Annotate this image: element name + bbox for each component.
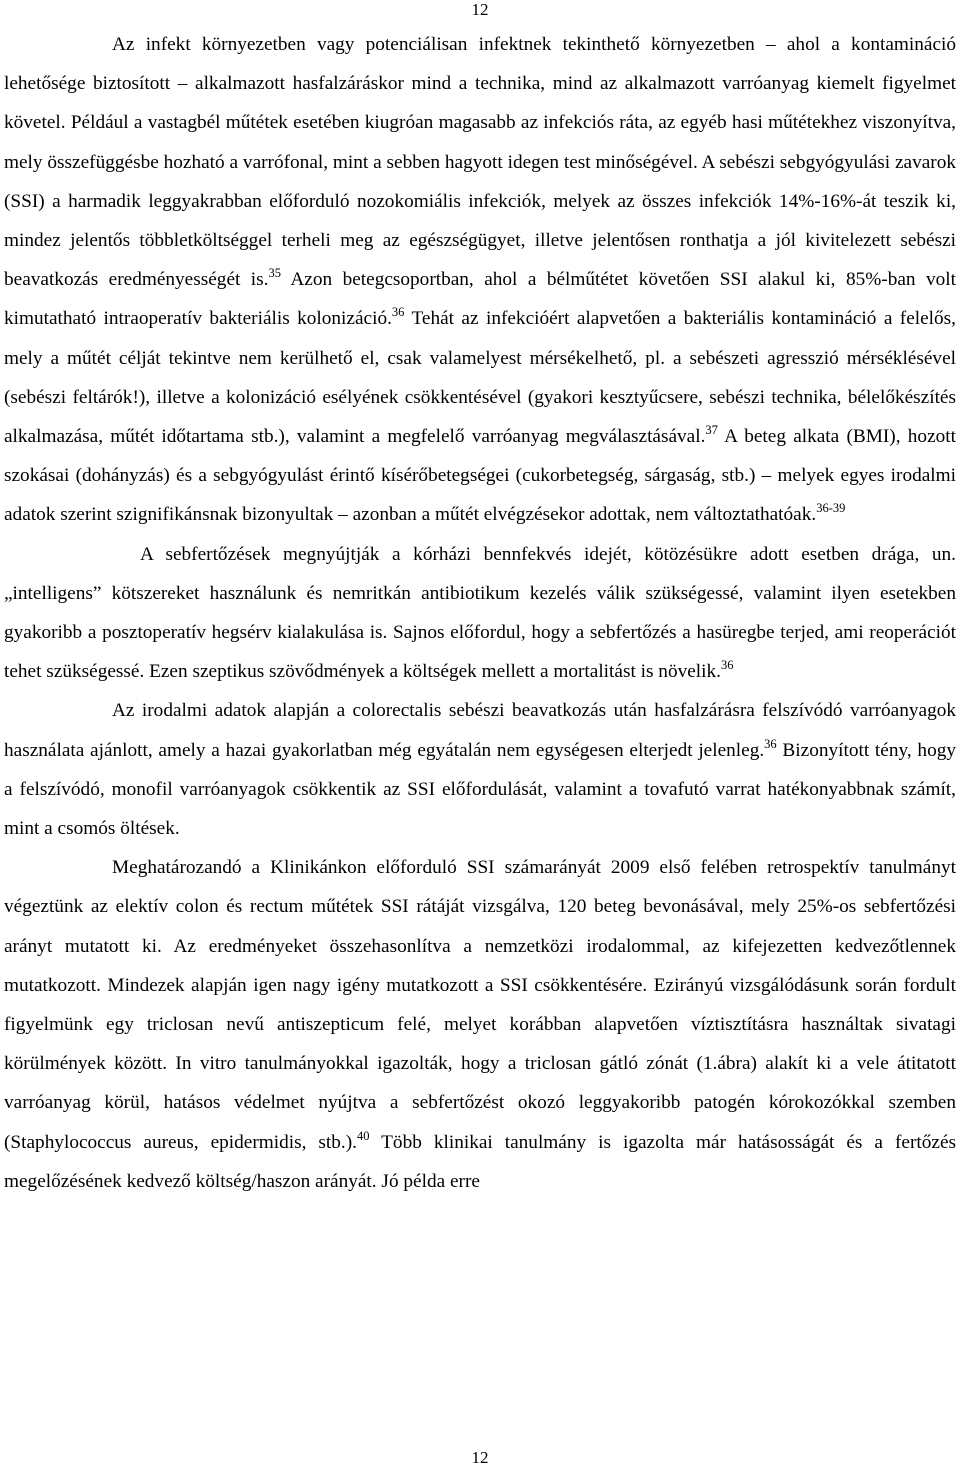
paragraph-1-text-a: Az infekt környezetben vagy potenciálisan infektnek tekinthető környezetben – ahol a kontamináció lehetősége biztosított – alkalmazott hasfalzáráskor mind a technika, mind az alkalmazott varróanyag kiemelt figyelmet követel. Például a vastagbél műtétek esetében kiugróan magasabb az infekciós ráta, az egyéb hasi műtétekhez viszonyítva, mely összefüggésbe hozható a varrófonal, mint a sebben hagyott idegen test minőségével. A sebészi sebgyógyulási zavarok (SSI) a harmadik leggyakrabban előforduló nozokomiális infekciók, melyek az összes infekciók 14%-16%-át teszik ki, mindez jelentős többletköltséggel terheli meg az egészségügyet, illetve jelentősen ronthatja a jól kivitelezett sebészi beavatkozás eredményességét is. xyxy=(4,34,956,291)
reference-36: 36 xyxy=(391,305,405,320)
paragraph-3 xyxy=(4,691,956,848)
paragraph-2 xyxy=(4,535,956,692)
paragraph-3-text-a: Az irodalmi adatok alapján a colorectalis sebészi beavatkozás után hasfalzárásra felszívódó varróanyagok használata ajánlott, amely a hazai gyakorlatban még egyátalán nem egységesen elterjedt jelenleg. xyxy=(4,700,956,761)
reference-40: 40 xyxy=(357,1128,370,1143)
paragraph-3-text-b: Bizonyított tény, hogy a felszívódó, monofil varróanyagok csökkentik az SSI előfordulását, valamint a tovafutó varrat hatékonyabbnak számít, mint a csomós öltések. xyxy=(4,739,956,840)
reference-35: 35 xyxy=(268,266,281,281)
paragraph-4-text-a: Meghatározandó a Klinikánkon előforduló SSI számarányát 2009 első felében retrospektív tanulmányt végeztünk az elektív colon és rectum műtétek SSI rátáját vizsgálva, 120 beteg bevonásával, mely 25%-os sebfertőzési arányt mutatott ki. Az eredményeket összehasonlítva a nemzetközi irodalommal, az kifejezetten kedvezőtlennek mutatkozott. Mindezek alapján igen nagy igény mutatkozott a SSI csökkentésére. Ezirányú vizsgálódásunk során fordult figyelmünk egy triclosan nevű antiszepticum felé, melyet korábban alapvetően víztisztításra használtak sivatagi körülmények között. In vitro tanulmányokkal igazolták, hogy a triclosan gátló zónát (1.ábra) alakít ki a vele átitatott varróanyag körül, hatásos védelmet nyújtva a sebfertőzést okozó leggyakoribb patogén kórokozókkal szemben (Staphylococcus aureus, epidermidis, stb.). xyxy=(4,857,956,1153)
page-number-top: 12 xyxy=(471,0,489,19)
reference-36-39: 36-39 xyxy=(816,501,846,516)
document-body xyxy=(4,25,956,1201)
reference-36: 36 xyxy=(764,736,777,751)
page-number-bottom: 12 xyxy=(471,1448,489,1467)
paragraph-4 xyxy=(4,848,956,1201)
reference-36: 36 xyxy=(720,658,734,673)
paragraph-1-text-d: A beteg alkata (BMI), hozott szokásai (dohányzás) és a sebgyógyulást érintő kísérőbetegségei (cukorbetegség, sárgaság, stb.) – melyek egyes irodalmi adatok szerint szignifikánsnak bizonyultak – azonban a műtét elvégzésekor adottak, nem változtathatóak. xyxy=(4,426,956,526)
paragraph-4-text-b: Több klinikai tanulmány is igazolta már hatásosságát és a fertőzés megelőzésének kedvező költség/haszon arányát. Jó példa erre xyxy=(4,1131,957,1192)
paragraph-1-text-c: Tehát az infekcióért alapvetően a bakteriális kontamináció a felelős, mely a műtét célját tekintve nem kerülhető el, csak valamelyest mérsékelhető, pl. a sebészeti agresszió mérséklésével (sebészi feltárók!), illetve a kolonizáció esélyének csökkentésével (gyakori kesztyűcsere, sebészi technika, bélelőkészítés alkalmazása, műtét időtartama stb.), valamint a megfelelő varróanyag megválasztásával. xyxy=(4,308,957,448)
paragraph-1-text-b: Azon betegcsoportban, ahol a bélműtétet követően SSI alakul ki, 85%-ban volt kimutatható intraoperatív bakteriális kolonizáció. xyxy=(4,269,956,330)
reference-37: 37 xyxy=(705,423,718,438)
paragraph-2-text-a: A sebfertőzések megnyújtják a kórházi bennfekvés idejét, kötözésükre adott esetben drága, un. „intelligens” kötszereket használunk és nemritkán antibiotikum kezelés válik szükségessé, valamint ilyen esetekben gyakoribb a posztoperatív hegsérv kialakulása is. Sajnos előfordul, hogy a sebfertőzés a hasüregbe terjed, ami reoperációt tehet szükségessé. Ezen szeptikus szövődmények a költségek mellett a mortalitást is növelik. xyxy=(4,543,956,683)
paragraph-1 xyxy=(4,25,956,535)
